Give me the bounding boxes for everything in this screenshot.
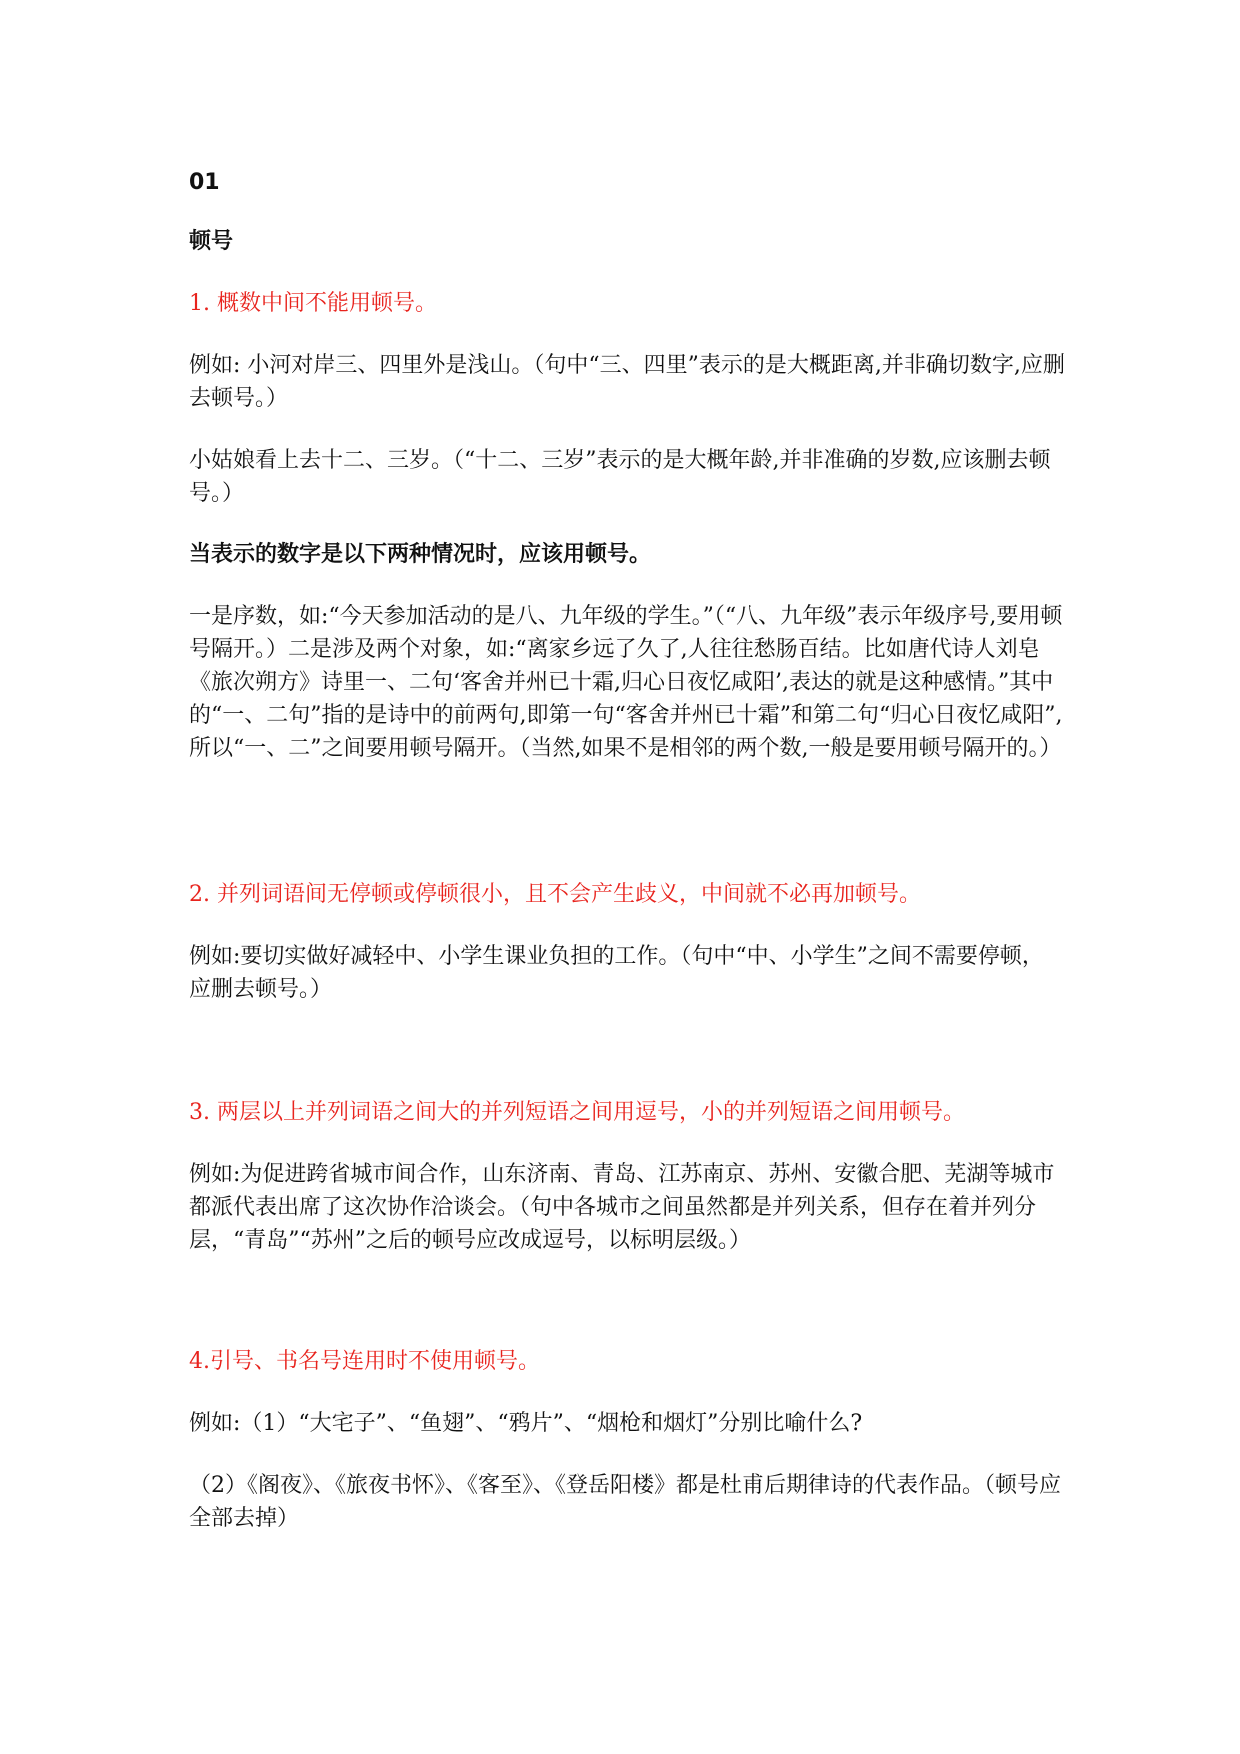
section-number: 01 bbox=[189, 170, 220, 195]
rule-1-explanation: 一是序数，如:“今天参加活动的是八、九年级的学生。”（“八、九年级”表示年级序号,要用顿号隔开。）二是涉及两个对象，如:“离家乡远了久了,人往往愁肠百结。比如唐代诗人刘皂《旅次朔方》诗里一、二句‘客舍并州已十霜,归心日夜忆咸阳’,表达的就是这种感情。”其中的“一、二句”指的是诗中的前两句,即第一句“客舍并州已十霜”和第二句“归心日夜忆咸阳”,所以“一、二”之间要用顿号隔开。（当然,如果不是相邻的两个数,一般是要用顿号隔开的。） bbox=[189, 604, 1063, 761]
rule-4-heading: 4.引号、书名号连用时不使用顿号。 bbox=[189, 1349, 540, 1374]
rule-3-heading: 3. 两层以上并列词语之间大的并列短语之间用逗号，小的并列短语之间用顿号。 bbox=[189, 1100, 965, 1125]
rule-4-example-1: 例如:（1）“大宅子”、“鱼翅”、“鸦片”、“烟枪和烟灯”分别比喻什么? bbox=[189, 1411, 863, 1436]
rule-1-example-1: 例如: 小河对岸三、四里外是浅山。（句中“三、四里”表示的是大概距离,并非确切数字,应删去顿号。） bbox=[189, 353, 1065, 411]
rule-2-example: 例如:要切实做好减轻中、小学生课业负担的工作。（句中“中、小学生”之间不需要停顿，应删去顿号。） bbox=[189, 944, 1044, 1002]
rule-1-note: 当表示的数字是以下两种情况时，应该用顿号。 bbox=[189, 542, 652, 567]
rule-1-example-2: 小姑娘看上去十二、三岁。（“十二、三岁”表示的是大概年龄,并非准确的岁数,应该删去顿号。） bbox=[189, 448, 1051, 506]
section-title: 顿号 bbox=[189, 229, 234, 254]
rule-3-example: 例如:为促进跨省城市间合作，山东济南、青岛、江苏南京、苏州、安徽合肥、芜湖等城市都派代表出席了这次协作洽谈会。（句中各城市之间虽然都是并列关系，但存在着并列分层，“青岛”“苏州”之后的顿号应改成逗号，以标明层级。） bbox=[189, 1162, 1055, 1253]
rule-1-heading: 1. 概数中间不能用顿号。 bbox=[189, 291, 437, 316]
rule-4-example-2: （2）《阁夜》、《旅夜书怀》、《客至》、《登岳阳楼》都是杜甫后期律诗的代表作品。（顿号应全部去掉） bbox=[189, 1473, 1062, 1531]
rule-2-heading: 2. 并列词语间无停顿或停顿很小，且不会产生歧义，中间就不必再加顿号。 bbox=[189, 882, 921, 907]
